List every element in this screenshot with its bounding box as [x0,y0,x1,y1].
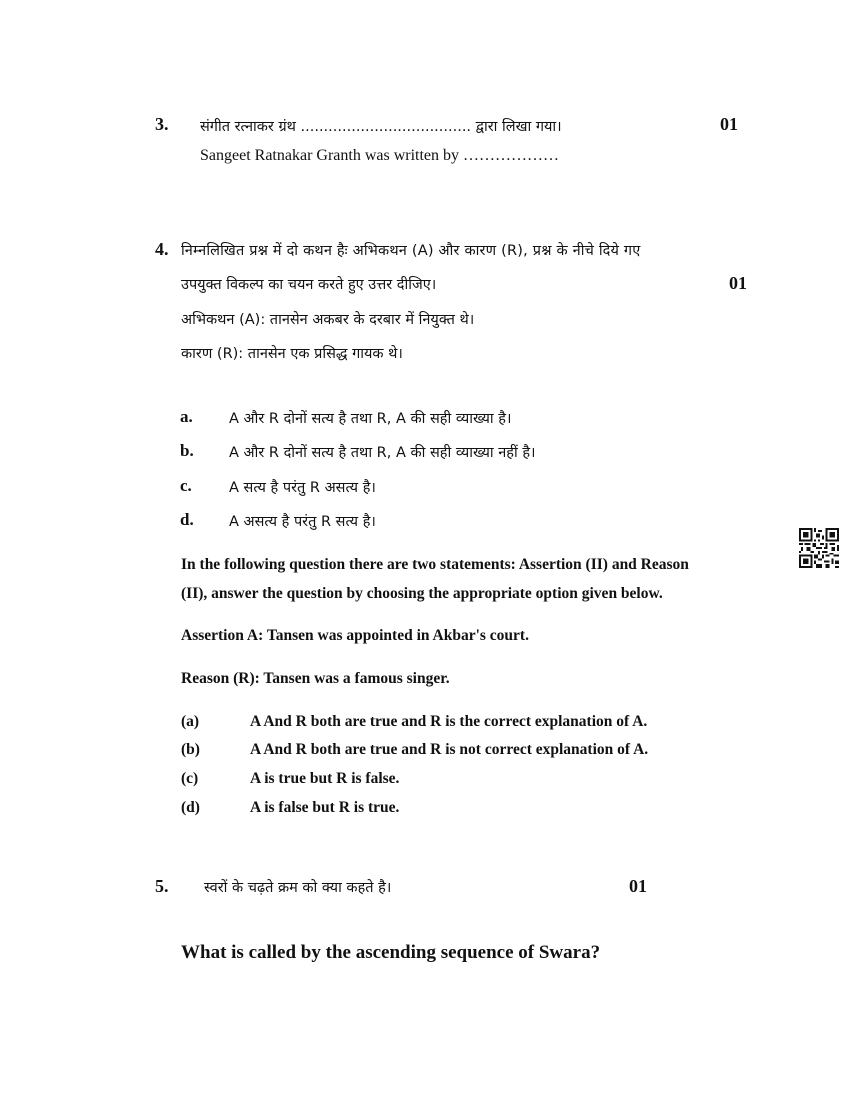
q4-option-b-hindi: A और R दोनों सत्य है तथा R, A की सही व्याख्या नहीं है। [229,445,536,461]
q5-number: 5. [155,876,169,896]
q4-option-c-english: A is true but R is false. [250,770,400,787]
q4-hindi-line1: निम्नलिखित प्रश्न में दो कथन हैः अभिकथन (A) और कारण (R), प्रश्न के नीचे दिये गए [181,243,641,259]
q4-option-c-hindi: A सत्य है परंतु R असत्य है। [229,480,376,496]
q4-english-line1: In the following question there are two statements: Assertion (II) and Reason [181,556,689,573]
q4-option-d-en-label: (d) [181,799,200,816]
q3-hindi-text: संगीत रत्नाकर ग्रंथ ..................................... द्वारा लिखा गया। [200,119,562,135]
q4-option-d-label: d. [180,510,194,529]
q4-option-c-en-label: (c) [181,770,199,787]
q4-english-line2: (II), answer the question by choosing the appropriate option given below. [181,585,663,602]
q4-marks: 01 [729,273,747,293]
q4-number: 4. [155,239,169,259]
q3-english-text: Sangeet Ratnakar Granth was written by ……………… [200,147,560,164]
qr-code-icon [799,528,839,568]
q4-option-d-english: A is false but R is true. [250,799,400,816]
q4-assertion-hindi: अभिकथन (A): तानसेन अकबर के दरबार में नियुक्त थे। [181,312,475,328]
q3-marks: 01 [720,114,738,134]
q4-option-b-en-label: (b) [181,741,200,758]
q4-option-d-hindi: A असत्य है परंतु R सत्य है। [229,514,376,530]
q4-option-c-label: c. [180,476,192,495]
q4-option-a-en-label: (a) [181,713,200,730]
q4-option-a-english: A And R both are true and R is the correct explanation of A. [250,713,648,730]
q4-hindi-line2: उपयुक्त विकल्प का चयन करते हुए उत्तर दीजिए। [181,277,437,293]
q4-option-b-label: b. [180,441,194,460]
q4-reason-hindi: कारण (R): तानसेन एक प्रसिद्ध गायक थे। [181,346,403,362]
q5-english-text: What is called by the ascending sequence of Swara? [181,942,601,963]
q4-assertion-english: Assertion A: Tansen was appointed in Akbar's court. [181,627,529,644]
q4-reason-english: Reason (R): Tansen was a famous singer. [181,670,450,687]
q3-number: 3. [155,114,169,134]
q4-option-a-hindi: A और R दोनों सत्य है तथा R, A की सही व्याख्या है। [229,411,512,427]
q5-marks: 01 [629,876,647,896]
q4-option-a-label: a. [180,407,193,426]
q5-hindi-text: स्वरों के चढ़ते क्रम को क्या कहते है। [204,880,392,896]
q4-option-b-english: A And R both are true and R is not correct explanation of A. [250,741,649,758]
